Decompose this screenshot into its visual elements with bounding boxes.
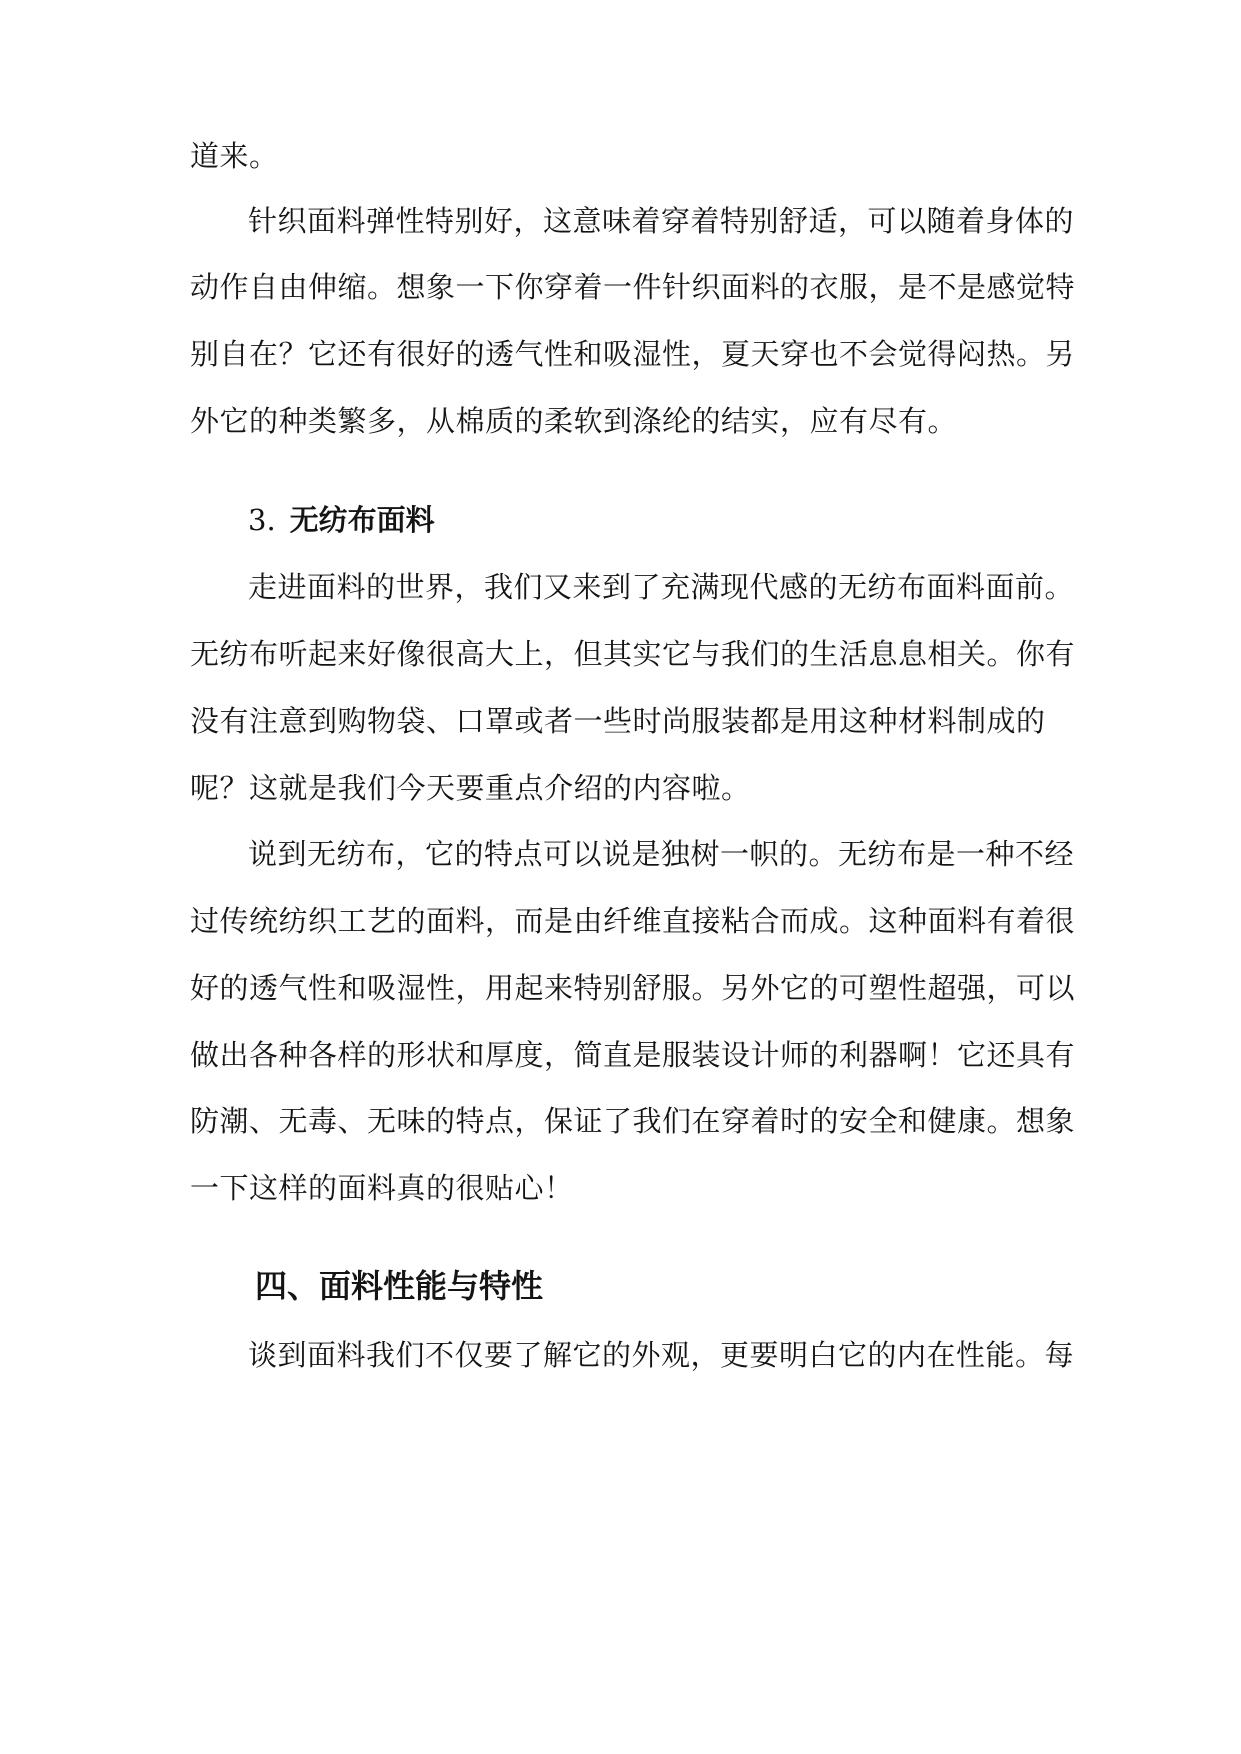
paragraph-start-line: 谈到面料我们不仅要了解它的外观，更要明白它的内在性能。每 [248,1338,1075,1372]
paragraph-start-line: 说到无纺布，它的特点可以说是独树一帜的。无纺布是一种不经 [248,837,1075,871]
text-line: 动作自由伸缩。想象一下你穿着一件针织面料的衣服，是不是感觉特 [190,270,1076,304]
paragraph-start-line: 走进面料的世界，我们又来到了充满现代感的无纺布面料面前。 [248,570,1075,604]
section-number: 3. [248,503,276,537]
text-line: 别自在？它还有很好的透气性和吸湿性，夏天穿也不会觉得闷热。另 [190,337,1076,371]
section-title: 无纺布面料 [289,503,435,537]
text-line: 外它的种类繁多，从棉质的柔软到涤纶的结实，应有尽有。 [190,404,958,438]
text-line: 好的透气性和吸湿性，用起来特别舒服。另外它的可塑性超强，可以 [190,971,1076,1005]
text-line: 无纺布听起来好像很高大上，但其实它与我们的生活息息相关。你有 [190,637,1076,671]
text-line: 做出各种各样的形状和厚度，简直是服装设计师的利器啊！它还具有 [190,1038,1076,1072]
text-line: 防潮、无毒、无味的特点，保证了我们在穿着时的安全和健康。想象 [190,1104,1076,1138]
text-line: 过传统纺织工艺的面料，而是由纤维直接粘合而成。这种面料有着很 [190,904,1076,938]
text-line: 没有注意到购物袋、口罩或者一些时尚服装都是用这种材料制成的 [190,704,1046,738]
text-line: 呢？这就是我们今天要重点介绍的内容啦。 [190,771,751,805]
section-heading-3 [248,500,435,540]
text-line: 道来。 [190,139,279,173]
text-line: 一下这样的面料真的很贴心！ [190,1171,574,1205]
paragraph-start-line: 针织面料弹性特别好，这意味着穿着特别舒适，可以随着身体的 [248,204,1075,238]
chapter-heading: 四、面料性能与特性 [255,1267,544,1305]
